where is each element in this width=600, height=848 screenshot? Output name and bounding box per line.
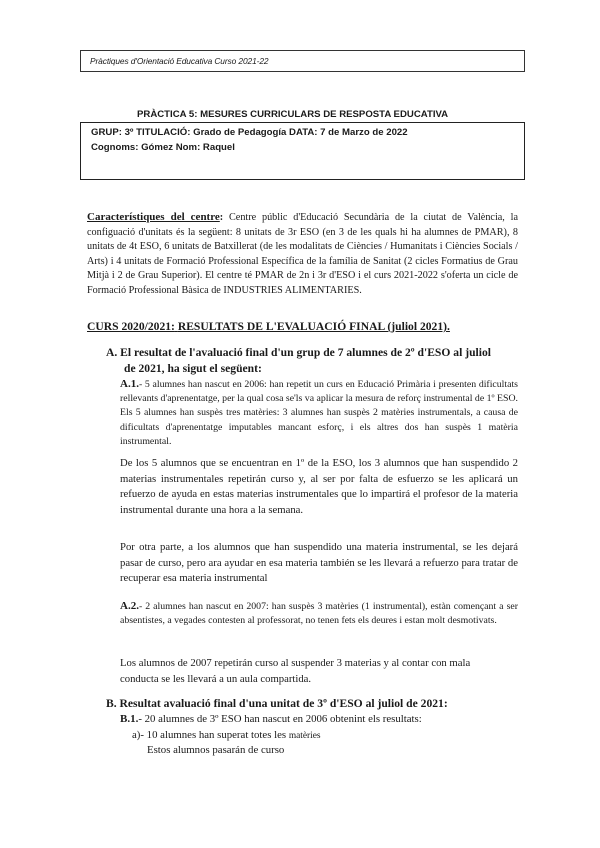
a1-paragraph xyxy=(120,377,518,449)
course-heading-year: CURS 2020/2021: xyxy=(87,320,175,333)
b1-item-a xyxy=(132,729,321,741)
a2-paragraph xyxy=(120,599,518,628)
section-a-heading-line1: A. El resultat de l'avaluació final d'un grup de 7 alumnes de 2º d'ESO al juliol xyxy=(106,346,491,359)
b1-item-a-suffix: matèries xyxy=(288,731,321,741)
centre-paragraph xyxy=(87,210,518,299)
course-heading xyxy=(87,320,450,333)
b1-body: - 20 alumnes de 3º ESO han nascut en 2006 obtenint els resultats: xyxy=(138,713,422,725)
a2-label: A.2. xyxy=(120,600,139,612)
a1-label: A.1. xyxy=(120,378,139,390)
student-info-line2: Cognoms: Gómez Nom: Raquel xyxy=(91,142,235,153)
section-a-heading-line2: de 2021, ha sigut el següent: xyxy=(124,362,262,375)
response-2: Por otra parte, a los alumnos que han suspendido una materia instrumental, se les dejará pasar de curso, pero ara ayudar en esa materia también se les llevará a refuerzo para tratar de recuperar esa materia instrumental xyxy=(120,541,518,585)
section-b-heading: B. Resultat avaluació final d'una unitat de 3º d'ESO al juliol de 2021: xyxy=(106,697,448,710)
response-1: De los 5 alumnos que se encuentran en 1º de la ESO, los 3 alumnos que han suspendido 2 materias instrumentales repetirán curso y, al ser por falta de esfuerzo se les aplicará un refuerzo de ayuda en estas materias instrumentales que lo impartirá el profesor de la materia instrumental durante una hora a la semana. xyxy=(120,457,518,516)
header-course-text: Pràctiques d'Orientació Educativa Curso 2021-22 xyxy=(90,56,269,66)
centre-label: Característiques del centre xyxy=(87,211,220,223)
response-4: Estos alumnos pasarán de curso xyxy=(147,744,285,756)
b1-line xyxy=(120,713,422,725)
response-3: Los alumnos de 2007 repetirán curso al suspender 3 materias y al contar con mala conducta se les llevará a un aula compartida. xyxy=(120,657,471,685)
course-heading-title: RESULTATS DE L'EVALUACIÓ FINAL (juliol 2021). xyxy=(177,320,450,333)
practice-title: PRÀCTICA 5: MESURES CURRICULARS DE RESPOSTA EDUCATIVA xyxy=(137,109,449,120)
a1-body: - 5 alumnes han nascut en 2006: han repetit un curs en Educació Primària i presenten dificultats rellevants d'aprenentatge, per la qual cosa se'ls va aplicar la mesura de reforç instrumental de 1º ESO. Els 5 alumnes han suspès tres matèries: 3 alumnes han suspès 2 matèries instrumentals, a causa de dificultats d'aprenentatge imputables mancant esforç, i els altres dos han suspès 1 matèria instrumental. xyxy=(120,379,518,447)
b1-label: B.1. xyxy=(120,713,139,725)
student-info-line1: GRUP: 3º TITULACIÓ: Grado de Pedagogía DATA: 7 de Marzo de 2022 xyxy=(91,127,408,138)
centre-colon: : xyxy=(219,212,224,223)
centre-body: Centre públic d'Educació Secundària de la ciutat de València, la configuació d'unitats és la següent: 8 unitats de 3r ESO (en 3 de les quals hi ha alumnes de PMAR), 8 unitats de 4t ESO, 6 unitats de Batxillerat (de les modalitats de Ciències / Humanitats i Ciències Socials / Arts) i 4 unitats de Formació Professional Específica de la família de Sanitat (2 cicles Formatius de Grau Mitjà i 2 de Grau Superior). El centre té PMAR de 2n i 3r d'ESO i el curs 2021-2022 s'oferta un cicle de Formació Professional Bàsica de INDUSTRIES ALIMENTARIES. xyxy=(87,212,519,296)
b1-item-a-prefix: a)- 10 alumnes han superat totes les xyxy=(132,729,287,741)
a2-body: - 2 alumnes han nascut en 2007: han suspès 3 matèries (1 instrumental), estàn començant a ser absentistes, a vegades contesten al professorat, no tenen fets els deures i estan molt desmotivats. xyxy=(120,601,518,627)
